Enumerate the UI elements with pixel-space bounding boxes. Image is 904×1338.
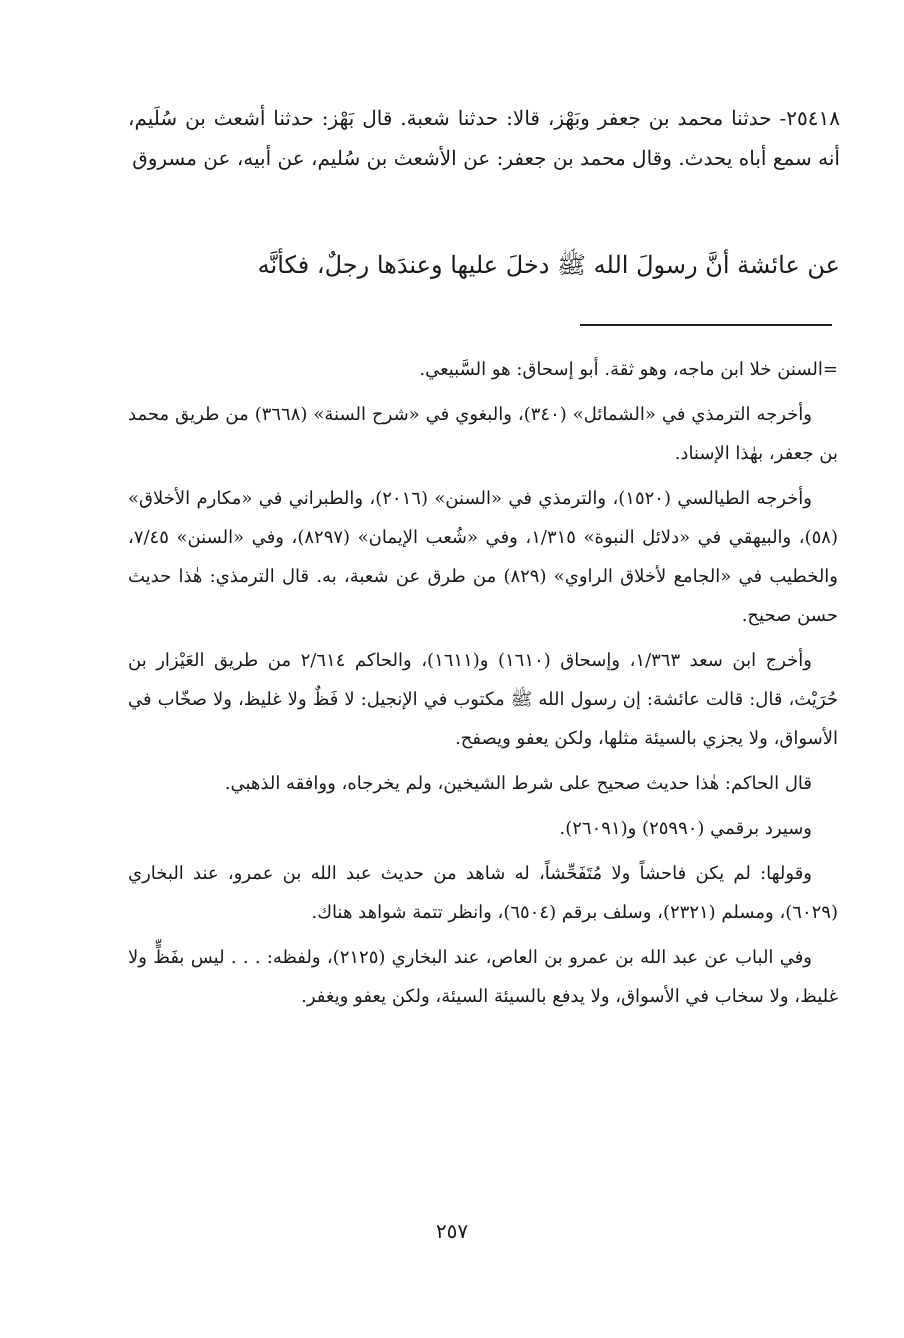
footnote-divider [580,324,832,326]
footnote-paragraph: =السنن خلا ابن ماجه، وهو ثقة. أبو إسحاق: هو السَّبيعي. [419,359,838,380]
hadith-isnad [128,98,840,178]
footnotes [128,350,838,1022]
footnote-paragraph: وفي الباب عن عبد الله بن عمرو بن العاص، عند البخاري (٢١٢٥)، ولفظه: . . . ليس بفَظٍّ ولا غليظ، ولا سخاب في الأسواق، ولا يدفع بالسيئة السيئة، ولكن يعفو ويغفر. [128,947,838,1007]
footnote-paragraph: وأخرج ابن سعد ١/٣٦٣، وإسحاق (١٦١٠) و(١٦١١)، والحاكم ٢/٦١٤ من طريق العَيْزار بن حُرَيْث، قال: قالت عائشة: إن رسول الله ﷺ مكتوب في الإنجيل: لا فَظٌ ولا غليظ، ولا صخّاب في الأسواق، ولا يجزي بالسيئة مثلها، ولكن يعفو ويصفح. [128,650,838,749]
footnote-paragraph: وقولها: لم يكن فاحشاً ولا مُتَفَحِّشاً، له شاهد من حديث عبد الله بن عمرو، عند البخاري (٦٠٢٩)، ومسلم (٢٣٢١)، وسلف برقم (٦٥٠٤)، وانظر تتمة شواهد هناك. [128,863,838,923]
hadith-matn: عن عائشة أنَّ رسولَ الله ﷺ دخلَ عليها وعندَها رجلٌ، فكأنَّه [257,251,840,279]
footnote-paragraph: وسيرد برقمي (٢٥٩٩٠) و(٢٦٠٩١). [559,818,812,839]
page-number: ٢٥٧ [435,1219,469,1243]
footnote-paragraph: قال الحاكم: هٰذا حديث صحيح على شرط الشيخين، ولم يخرجاه، ووافقه الذهبي. [224,773,812,794]
footnote-paragraph: وأخرجه الترمذي في «الشمائل» (٣٤٠)، والبغوي في «شرح السنة» (٣٦٦٨) من طريق محمد بن جعفر، بهٰذا الإسناد. [128,404,838,464]
hadith-isnad-text: ٢٥٤١٨- حدثنا محمد بن جعفر وبَهْز، قالا: حدثنا شعبة. قال بَهْز: حدثنا أشعث بن سُلَيم، أنه سمع أباه يحدث. وقال محمد بن جعفر: عن الأشعث بن سُليم، عن أبيه، عن مسروق [128,106,840,170]
footnote-paragraph: وأخرجه الطيالسي (١٥٢٠)، والترمذي في «السنن» (٢٠١٦)، والطبراني في «مكارم الأخلاق» (٥٨)، والبيهقي في «دلائل النبوة» ١/٣١٥، وفي «شُعب الإيمان» (٨٢٩٧)، وفي «السنن» ٧/٤٥، والخطيب في «الجامع لأخلاق الراوي» (٨٢٩) من طرق عن شعبة، به. قال الترمذي: هٰذا حديث حسن صحيح. [128,488,839,626]
